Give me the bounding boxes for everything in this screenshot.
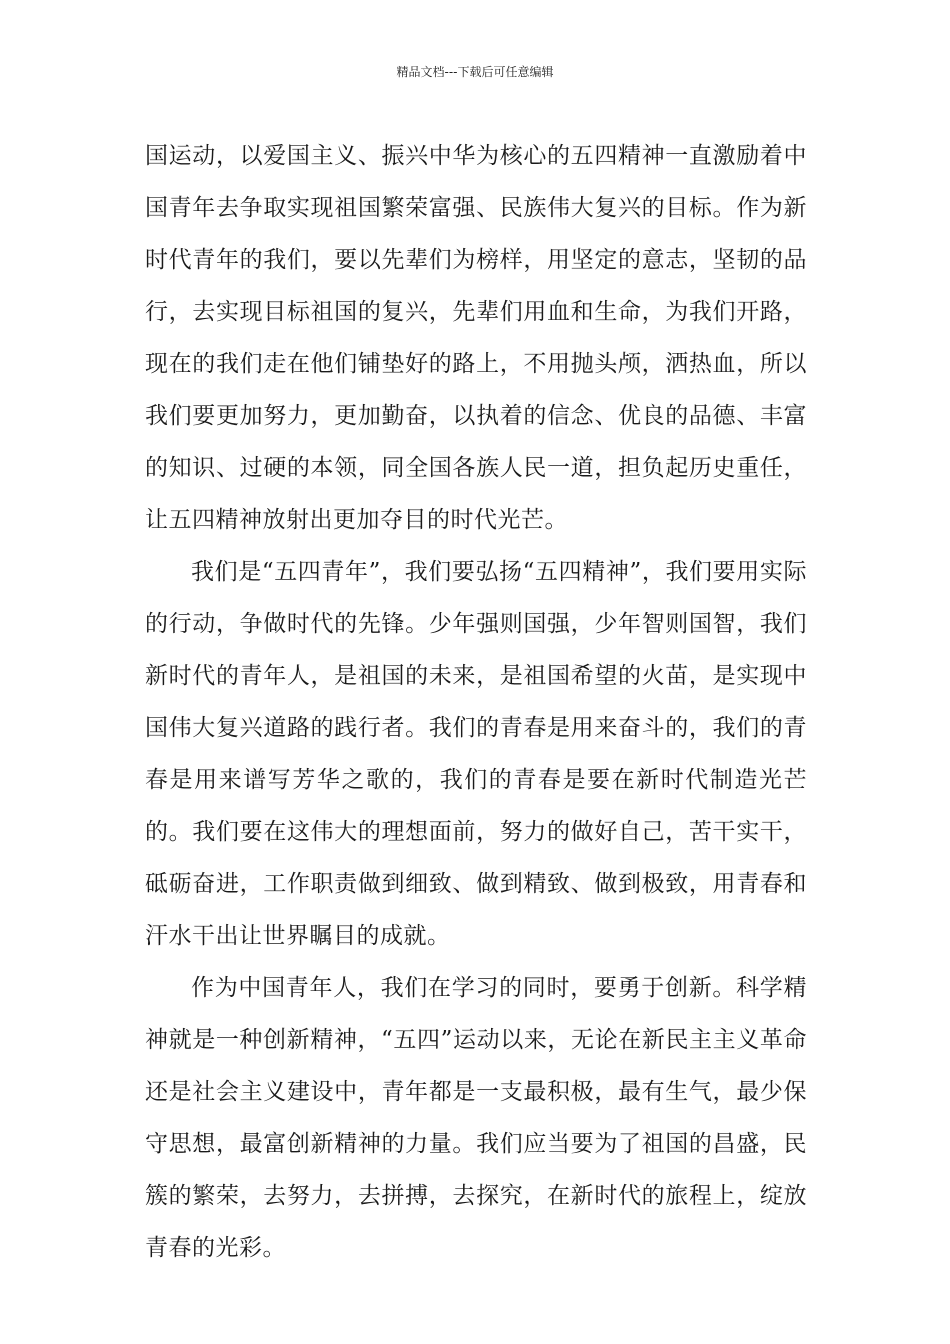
paragraph-wusi-youth: 我们是“五四青年”，我们要弘扬“五四精神”，我们要用实际的行动，争做时代的先锋。少年强则国强，少年智则国智，我们新时代的青年人，是祖国的未来，是祖国希望的火苗，是实现中国伟大复兴道路的践行者。我们的青春是用来奋斗的，我们的青春是用来谱写芳华之歌的，我们的青春是要在新时代制造光芒的。我们要在这伟大的理想面前，努力的做好自己，苦干实干，砥砺奋进，工作职责做到细致、做到精致、做到极致，用青春和汗水干出让世界瞩目的成就。	[145, 559, 807, 949]
paragraph-continuation: 国运动，以爱国主义、振兴中华为核心的五四精神一直激励着中国青年去争取实现祖国繁荣富强、民族伟大复兴的目标。作为新时代青年的我们，要以先辈们为榜样，用坚定的意志，坚韧的品行，去实现目标祖国的复兴，先辈们用血和生命，为我们开路，现在的我们走在他们铺垫好的路上，不用抛头颅，洒热血，所以我们要更加努力，更加勤奋，以执着的信念、优良的品德、丰富的知识、过硬的本领，同全国各族人民一道，担负起历史重任，让五四精神放射出更加夺目的时代光芒。	[145, 143, 807, 533]
document-body	[145, 130, 807, 1274]
page-header: 精品文档---下载后可任意编辑	[396, 65, 554, 79]
paragraph-innovation: 作为中国青年人，我们在学习的同时，要勇于创新。科学精神就是一种创新精神，“五四”运动以来，无论在新民主主义革命还是社会主义建设中，青年都是一支最积极，最有生气，最少保守思想，最富创新精神的力量。我们应当要为了祖国的昌盛，民簇的繁荣，去努力，去拼搏，去探究，在新时代的旅程上，绽放青春的光彩。	[145, 975, 807, 1261]
